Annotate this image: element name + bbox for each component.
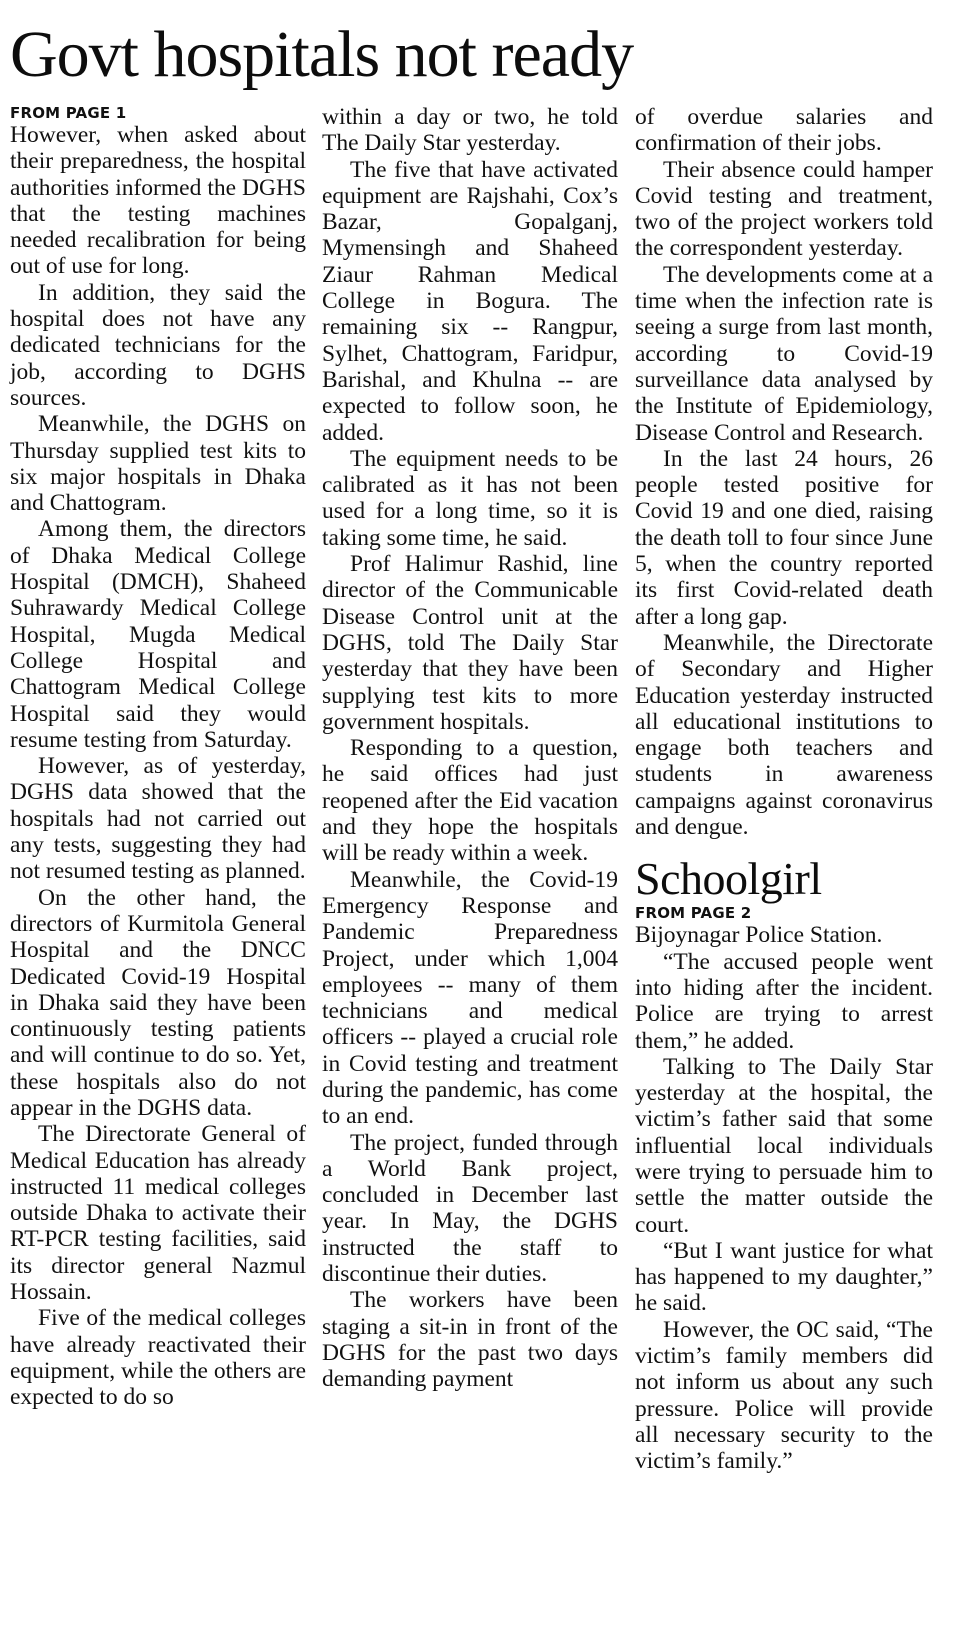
- paragraph: The workers have been staging a sit-in in front of the DGHS for the past two days demanding payment: [322, 1287, 618, 1393]
- paragraph: Prof Halimur Rashid, line director of the Communicable Disease Control unit at the DGHS, told The Daily Star yesterday that they have been supplying test kits to more government hospitals.: [322, 551, 618, 735]
- paragraph: In the last 24 hours, 26 people tested positive for Covid 19 and one died, raising the death toll to four since June 5, when the country reported its first Covid-related death after a long gap.: [635, 445, 933, 630]
- paragraph: However, the OC said, “The victim’s family members did not inform us about any such pressure. Police will provide all necessary security to the victim’s family.”: [635, 1316, 933, 1475]
- paragraph: of overdue salaries and confirmation of their jobs.: [635, 104, 933, 157]
- paragraph: The Directorate General of Medical Education has already instructed 11 medical colleges outside Dhaka to activate their RT-PCR testing facilities, said its director general Nazmul Hossain.: [10, 1121, 306, 1306]
- paragraph: Five of the medical colleges have already reactivated their equipment, while the others are expected to do so: [10, 1305, 306, 1411]
- headline: Govt hospitals not ready: [10, 18, 634, 91]
- paragraph: “But I want justice for what has happened to my daughter,” he said.: [635, 1237, 933, 1317]
- paragraph: The five that have activated equipment are Rajshahi, Cox’s Bazar, Gopalganj, Mymensingh and Shaheed Ziaur Rahman Medical College in Bogura. The remaining six -- Rangpur, Sylhet, Chattogram, Faridpur, Barishal, and Khulna -- are expected to follow soon, he added.: [322, 156, 618, 446]
- paragraph: On the other hand, the directors of Kurmitola General Hospital and the DNCC Dedicated Covid-19 Hospital in Dhaka said they have been continuously testing patients and will continue to do so. Yet, these hospitals also do not appear in the DGHS data.: [10, 884, 306, 1121]
- paragraph: However, when asked about their preparedness, the hospital authorities informed the DGHS that the testing machines needed recalibration for being out of use for long.: [10, 122, 306, 280]
- paragraph: Responding to a question, he said offices had just reopened after the Eid vacation and they hope the hospitals will be ready within a week.: [322, 735, 618, 867]
- paragraph: The project, funded through a World Bank project, concluded in December last year. In May, the DGHS instructed the staff to discontinue their duties.: [322, 1129, 618, 1288]
- paragraph: “The accused people went into hiding after the incident. Police are trying to arrest them,” he added.: [635, 948, 933, 1054]
- column-1: [10, 104, 306, 1411]
- kicker-from-page-2: FROM PAGE 2: [635, 904, 752, 923]
- paragraph: within a day or two, he told The Daily Star yesterday.: [322, 104, 618, 157]
- paragraph: Bijoynagar Police Station.: [635, 922, 883, 949]
- paragraph: Among them, the directors of Dhaka Medical College Hospital (DMCH), Shaheed Suhrawardy Medical College Hospital, Mugda Medical College Hospital and Chattogram Medical College Hospital said they would resume testing from Saturday.: [10, 516, 306, 753]
- column-3: [635, 104, 933, 1475]
- paragraph: The equipment needs to be calibrated as it has not been used for a long time, so it is taking some time, he said.: [322, 445, 618, 551]
- paragraph: Meanwhile, the Directorate of Secondary and Higher Education yesterday instructed all educational institutions to engage both teachers and students in awareness campaigns against coronavirus and dengue.: [635, 629, 933, 841]
- paragraph: However, as of yesterday, DGHS data showed that the hospitals had not carried out any tests, suggesting they had not resumed testing as planned.: [10, 753, 306, 885]
- kicker-from-page-1: FROM PAGE 1: [10, 104, 127, 122]
- paragraph: Meanwhile, the Covid-19 Emergency Response and Pandemic Preparedness Project, under which 1,004 employees -- many of them technicians and medical officers -- played a crucial role in Covid testing and treatment during the pandemic, has come to an end.: [322, 866, 618, 1130]
- paragraph: The developments come at a time when the infection rate is seeing a surge from last month, according to Covid-19 surveillance data analysed by the Institute of Epidemiology, Disease Control and Research.: [635, 261, 933, 446]
- column-2: [322, 104, 618, 1393]
- schoolgirl-headline: Schoolgirl: [635, 853, 822, 905]
- paragraph: Their absence could hamper Covid testing and treatment, two of the project workers told the correspondent yesterday.: [635, 156, 933, 262]
- paragraph: Meanwhile, the DGHS on Thursday supplied test kits to six major hospitals in Dhaka and Chattogram.: [10, 411, 306, 517]
- paragraph: In addition, they said the hospital does not have any dedicated technicians for the job, according to DGHS sources.: [10, 279, 306, 411]
- paragraph: Talking to The Daily Star yesterday at the hospital, the victim’s father said that some influential local individuals were trying to persuade him to settle the matter outside the court.: [635, 1053, 933, 1238]
